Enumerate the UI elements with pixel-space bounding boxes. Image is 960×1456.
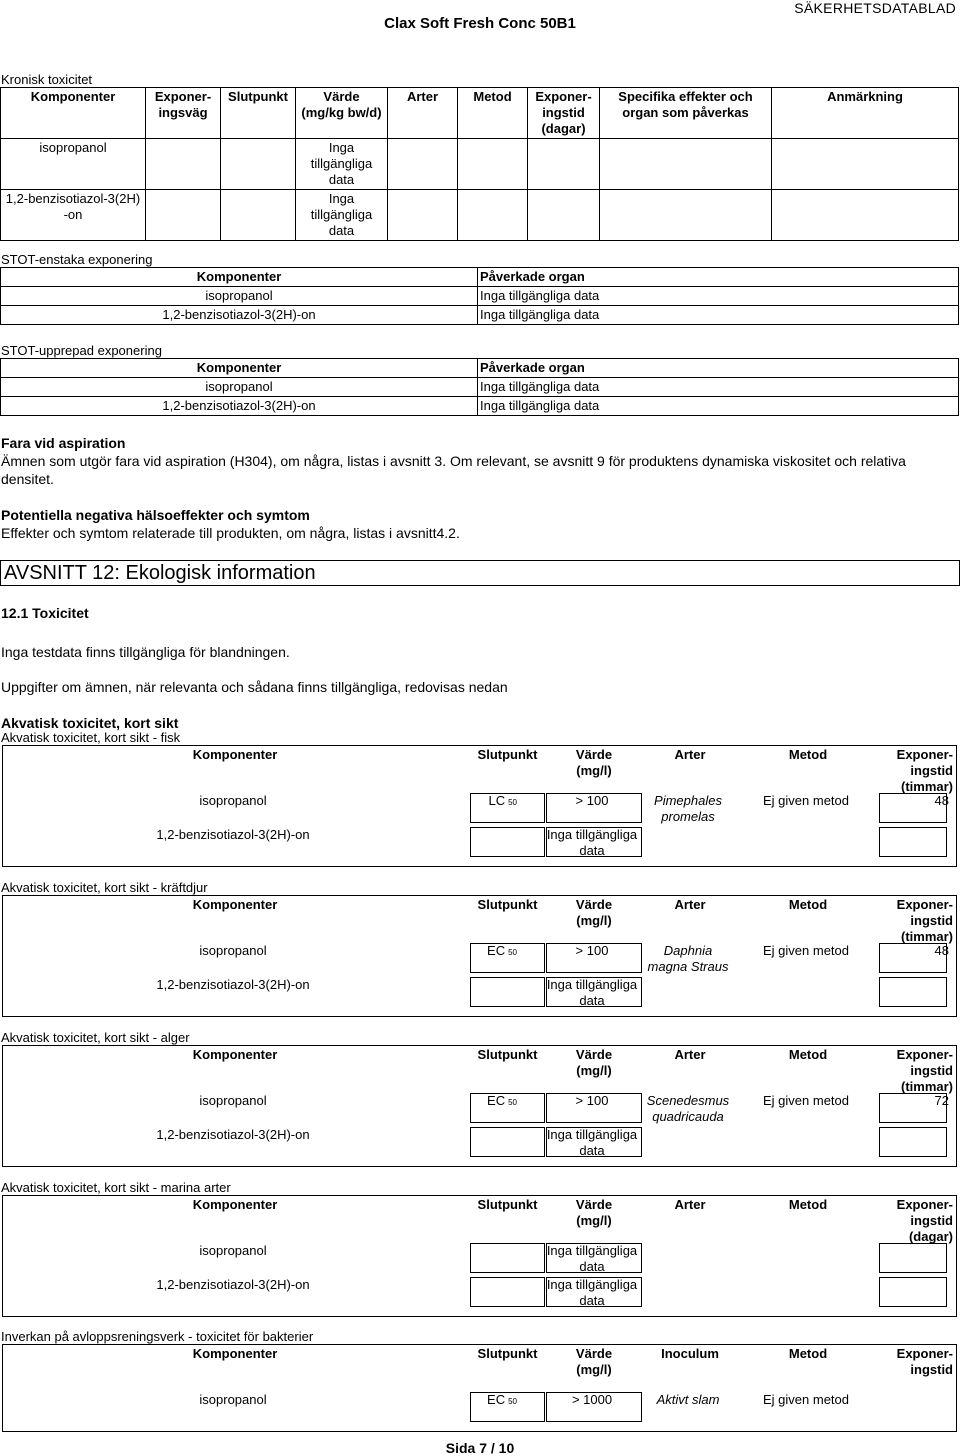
stot-single-table — [0, 267, 959, 325]
cell-value: Inga tillgängliga data — [546, 1243, 638, 1274]
table-row — [1, 190, 959, 241]
cell-value: Inga tillgängliga data — [546, 1127, 638, 1158]
table-label: Akvatisk toxicitet, kort sikt - marina arter — [1, 1180, 231, 1195]
header-cell: Exponer- ingstid (timmar) — [896, 747, 953, 794]
endpoint-text: EC — [487, 1093, 506, 1108]
header-cell: Slutpunkt — [477, 897, 538, 912]
cell-value: 72 — [934, 1093, 949, 1108]
component-cell: isopropanol — [1, 139, 146, 190]
header-cell: Metod — [788, 897, 828, 912]
cell-value: Scenedesmus quadricauda — [646, 1093, 730, 1124]
stot-single-label: STOT-enstaka exponering — [1, 252, 153, 267]
table-cell — [879, 1127, 947, 1157]
header-cell: Slutpunkt — [221, 88, 296, 139]
header-cell: Värde (mg/l) — [575, 897, 613, 928]
aspiration-text: Ämnen som utgör fara vid aspiration (H304), om några, listas i avsnitt 3. Om relevant, se avsnitt 9 för produktens dynamiska viskositet och relativa densitet. — [1, 453, 906, 487]
table-cell — [879, 1392, 945, 1420]
header-cell: Värde (mg/l) — [575, 747, 613, 778]
header-cell: Arter — [674, 747, 706, 762]
cell-value — [470, 977, 541, 995]
endpoint-text: EC — [487, 1392, 506, 1407]
header-cell: Slutpunkt — [477, 1346, 538, 1361]
header-cell: Arter — [674, 1197, 706, 1212]
endpoint-subscript: 50 — [508, 798, 517, 807]
cell-value: 48 — [934, 793, 949, 808]
table-cell — [879, 827, 947, 857]
header-cell: Påverkade organ — [478, 359, 959, 378]
header-cell: Anmärkning — [772, 88, 959, 139]
component-cell: 1,2-benzisotiazol-3(2H) -on — [1, 190, 146, 241]
toxicity-subheading: 12.1 Toxicitet — [1, 605, 89, 621]
organ-cell: Inga tillgängliga data — [478, 397, 959, 416]
table-cell — [643, 827, 735, 855]
cell-value — [470, 1093, 541, 1111]
value-cell: Inga tillgängliga data — [296, 139, 388, 190]
chronic-toxicity-label: Kronisk toxicitet — [1, 72, 93, 87]
substance-info-text: Uppgifter om ämnen, när relevanta och sådana finns tillgängliga, redovisas nedan — [1, 679, 508, 695]
table-row — [1, 378, 959, 397]
value-cell: Inga tillgängliga data — [296, 190, 388, 241]
header-cell: Komponenter — [1, 359, 478, 378]
health-effects-text: Effekter och symtom relaterade till produkten, om några, listas i avsnitt4.2. — [1, 525, 460, 541]
header-cell: Komponenter — [192, 897, 278, 912]
table-cell — [643, 1243, 735, 1271]
cell-value: isopropanol — [199, 1392, 267, 1407]
header-cell: Arter — [674, 897, 706, 912]
table-row — [1, 397, 959, 416]
cell-value: 1,2-benzisotiazol-3(2H)-on — [156, 1277, 310, 1292]
table-label: Akvatisk toxicitet, kort sikt - alger — [1, 1030, 190, 1045]
cell-value: Inga tillgängliga data — [546, 977, 638, 1008]
table-cell — [879, 1277, 947, 1307]
cell-value: 1,2-benzisotiazol-3(2H)-on — [156, 977, 310, 992]
header-cell: Arter — [674, 1047, 706, 1062]
cell-value: > 100 — [575, 1093, 609, 1108]
table-cell — [879, 1243, 947, 1273]
table-cell — [738, 977, 876, 1005]
cell-value — [470, 1392, 541, 1410]
table-cell — [738, 1243, 876, 1271]
cell-value — [470, 827, 541, 845]
header-cell: Värde (mg/kg bw/d) — [296, 88, 388, 139]
endpoint-text: EC — [487, 943, 506, 958]
table-cell — [643, 1277, 735, 1305]
cell-value: Ej given metod — [763, 1392, 849, 1407]
component-cell: isopropanol — [1, 378, 478, 397]
table-cell — [738, 1127, 876, 1155]
endpoint-subscript: 50 — [508, 948, 517, 957]
cell-value: Ej given metod — [763, 943, 849, 958]
component-cell: isopropanol — [1, 287, 478, 306]
cell-value: > 100 — [575, 943, 609, 958]
table-row — [1, 306, 959, 325]
table-cell — [738, 1277, 876, 1305]
cell-value: > 1000 — [571, 1392, 613, 1407]
cell-value: > 100 — [575, 793, 609, 808]
cell-value: Pimephales promelas — [654, 793, 722, 824]
cell-value: Ej given metod — [763, 793, 849, 808]
table-cell — [879, 977, 947, 1007]
component-cell: 1,2-benzisotiazol-3(2H)-on — [1, 397, 478, 416]
header-cell: Komponenter — [192, 1197, 278, 1212]
header-cell: Värde (mg/l) — [575, 1197, 613, 1228]
cell-value: Inga tillgängliga data — [546, 827, 638, 858]
no-test-data-text: Inga testdata finns tillgängliga för blandningen. — [1, 644, 290, 660]
header-cell: Slutpunkt — [477, 1197, 538, 1212]
organ-cell: Inga tillgängliga data — [478, 306, 959, 325]
header-cell: Slutpunkt — [477, 747, 538, 762]
component-cell: 1,2-benzisotiazol-3(2H)-on — [1, 306, 478, 325]
table-cell — [643, 1127, 735, 1155]
cell-value: Ej given metod — [763, 1093, 849, 1108]
aquatic-heading: Akvatisk toxicitet, kort sikt — [1, 715, 179, 731]
endpoint-text: LC — [488, 793, 506, 808]
table-label: Inverkan på avloppsreningsverk - toxicitet för bakterier — [1, 1329, 314, 1344]
cell-value: isopropanol — [199, 793, 267, 808]
cell-value: Daphnia magna Straus — [647, 943, 729, 974]
header-cell: Komponenter — [192, 1047, 278, 1062]
stot-repeat-table — [0, 358, 959, 416]
header-cell: Komponenter — [1, 88, 146, 139]
header-cell: Arter — [388, 88, 458, 139]
header-cell: Metod — [788, 1197, 828, 1212]
document-type: SÄKERHETSDATABLAD — [794, 0, 956, 16]
table-label: Akvatisk toxicitet, kort sikt - fisk — [1, 730, 181, 745]
cell-value — [470, 1243, 541, 1261]
chronic-toxicity-table — [0, 87, 959, 241]
header-cell: Exponer- ingstid (dagar) — [896, 1197, 953, 1244]
header-cell: Komponenter — [192, 747, 278, 762]
table-row — [1, 139, 959, 190]
header-cell: Inoculum — [661, 1346, 719, 1361]
cell-value — [470, 943, 541, 961]
header-cell: Komponenter — [1, 268, 478, 287]
cell-value: 1,2-benzisotiazol-3(2H)-on — [156, 1127, 310, 1142]
cell-value — [470, 793, 541, 811]
header-cell: Specifika effekter och organ som påverkas — [600, 88, 772, 139]
document-title: Clax Soft Fresh Conc 50B1 — [384, 15, 576, 32]
header-cell: Exponer- ingstid (timmar) — [896, 897, 953, 944]
cell-value: isopropanol — [199, 1243, 267, 1258]
cell-value: 48 — [934, 943, 949, 958]
cell-value: 1,2-benzisotiazol-3(2H)-on — [156, 827, 310, 842]
header-cell: Metod — [458, 88, 528, 139]
cell-value — [470, 1277, 541, 1295]
cell-value: Inga tillgängliga data — [546, 1277, 638, 1308]
endpoint-subscript: 50 — [508, 1397, 517, 1406]
header-cell: Slutpunkt — [477, 1047, 538, 1062]
section-12-title: AVSNITT 12: Ekologisk information — [0, 560, 960, 586]
header-cell: Komponenter — [192, 1346, 278, 1361]
header-cell: Exponer- ingstid — [896, 1346, 953, 1377]
header-cell: Metod — [788, 1047, 828, 1062]
header-cell: Metod — [788, 1346, 828, 1361]
header-cell: Värde (mg/l) — [575, 1346, 613, 1377]
cell-value: Aktivt slam — [656, 1392, 720, 1407]
endpoint-subscript: 50 — [508, 1098, 517, 1107]
header-cell: Värde (mg/l) — [575, 1047, 613, 1078]
header-cell: Exponer- ingstid (dagar) — [528, 88, 600, 139]
page-number: Sida 7 / 10 — [445, 1440, 515, 1456]
table-label: Akvatisk toxicitet, kort sikt - kräftdjur — [1, 880, 208, 895]
header-cell: Metod — [788, 747, 828, 762]
table-cell — [643, 977, 735, 1005]
organ-cell: Inga tillgängliga data — [478, 378, 959, 397]
health-effects-heading: Potentiella negativa hälsoeffekter och symtom — [1, 507, 310, 523]
header-cell: Exponer- ingsväg — [146, 88, 221, 139]
header-cell: Påverkade organ — [478, 268, 959, 287]
organ-cell: Inga tillgängliga data — [478, 287, 959, 306]
table-row — [1, 287, 959, 306]
header-cell: Exponer- ingstid (timmar) — [896, 1047, 953, 1094]
stot-repeat-label: STOT-upprepad exponering — [1, 343, 162, 358]
cell-value: isopropanol — [199, 943, 267, 958]
cell-value: isopropanol — [199, 1093, 267, 1108]
table-cell — [738, 827, 876, 855]
cell-value — [470, 1127, 541, 1145]
aspiration-heading: Fara vid aspiration — [1, 435, 126, 451]
